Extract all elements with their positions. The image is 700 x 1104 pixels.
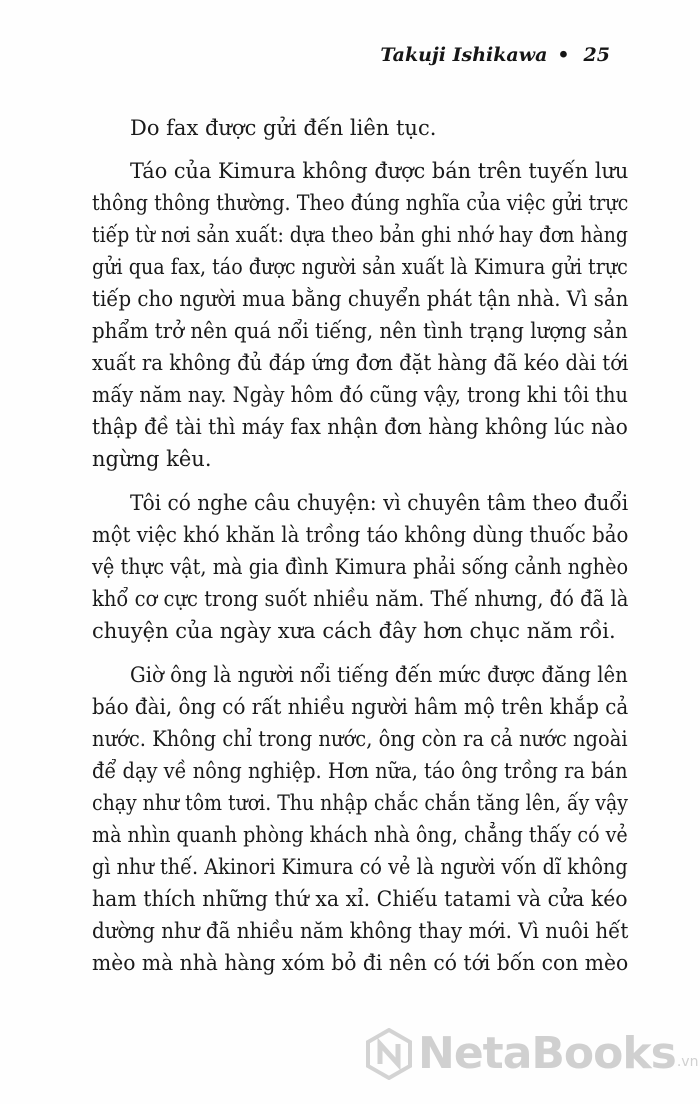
text-line: mấy năm nay. Ngày hôm đó cũng vậy, trong khi tôi thu (92, 383, 628, 407)
neta-logo-icon (366, 1028, 412, 1080)
text-line: dường như đã nhiều năm không thay mới. Vì nuôi hết (92, 919, 629, 943)
text-line: gửi qua fax, táo được người sản xuất là Kimura gửi trực (92, 255, 628, 279)
text-line: ham thích những thứ xa xỉ. Chiếu tatami và cửa kéo (92, 887, 628, 911)
text-line: mà nhìn quanh phòng khách nhà ông, chẳng thấy có vẻ (92, 823, 628, 847)
text-line: khổ cơ cực trong suốt nhiều năm. Thế nhưng, đó đã là (92, 587, 629, 611)
text-line: một việc khó khăn là trồng táo không dùng thuốc bảo (92, 523, 629, 547)
text-line: nước. Không chỉ trong nước, ông còn ra cả nước ngoài (92, 727, 628, 751)
text-line: chuyện của ngày xưa cách đây hơn chục năm rồi. (92, 619, 616, 643)
text-line: thập đề tài thì máy fax nhận đơn hàng không lúc nào (92, 415, 628, 439)
header-separator: • (557, 44, 570, 66)
text-line: tiếp cho người mua bằng chuyển phát tận nhà. Vì sản (92, 287, 629, 311)
text-line: báo đài, ông có rất nhiều người hâm mộ trên khắp cả (92, 695, 629, 719)
watermark-text: NetaBooks (418, 1028, 676, 1079)
text-line: Do fax được gửi đến liên tục. (130, 116, 437, 140)
text-line: ngừng kêu. (92, 447, 212, 471)
text-line: tiếp từ nơi sản xuất: dựa theo bản ghi nhớ hay đơn hàng (92, 223, 628, 247)
text-line: thông thông thường. Theo đúng nghĩa của việc gửi trực (92, 191, 629, 215)
text-line: vệ thực vật, mà gia đình Kimura phải sống cảnh nghèo (92, 555, 629, 579)
running-header (380, 44, 610, 66)
text-line: Tôi có nghe câu chuyện: vì chuyên tâm theo đuổi (130, 491, 629, 515)
text-line: phẩm trở nên quá nổi tiếng, nên tình trạng lượng sản (92, 319, 628, 343)
text-line: để dạy về nông nghiệp. Hơn nữa, táo ông trồng ra bán (92, 759, 628, 783)
watermark (366, 1028, 698, 1080)
text-line: gì như thế. Akinori Kimura có vẻ là người vốn dĩ không (92, 855, 628, 879)
text-line: Táo của Kimura không được bán trên tuyến lưu (130, 159, 629, 183)
text-line: Giờ ông là người nổi tiếng đến mức được đăng lên (130, 663, 628, 687)
header-author: Takuji Ishikawa (380, 44, 548, 66)
text-line: mèo mà nhà hàng xóm bỏ đi nên có tới bốn con mèo (92, 951, 629, 975)
page-number: 25 (583, 44, 610, 66)
text-line: xuất ra không đủ đáp ứng đơn đặt hàng đã kéo dài tới (92, 351, 629, 375)
text-line: chạy như tôm tươi. Thu nhập chắc chắn tăng lên, ấy vậy (92, 791, 628, 815)
watermark-suffix: .vn (676, 1054, 699, 1070)
